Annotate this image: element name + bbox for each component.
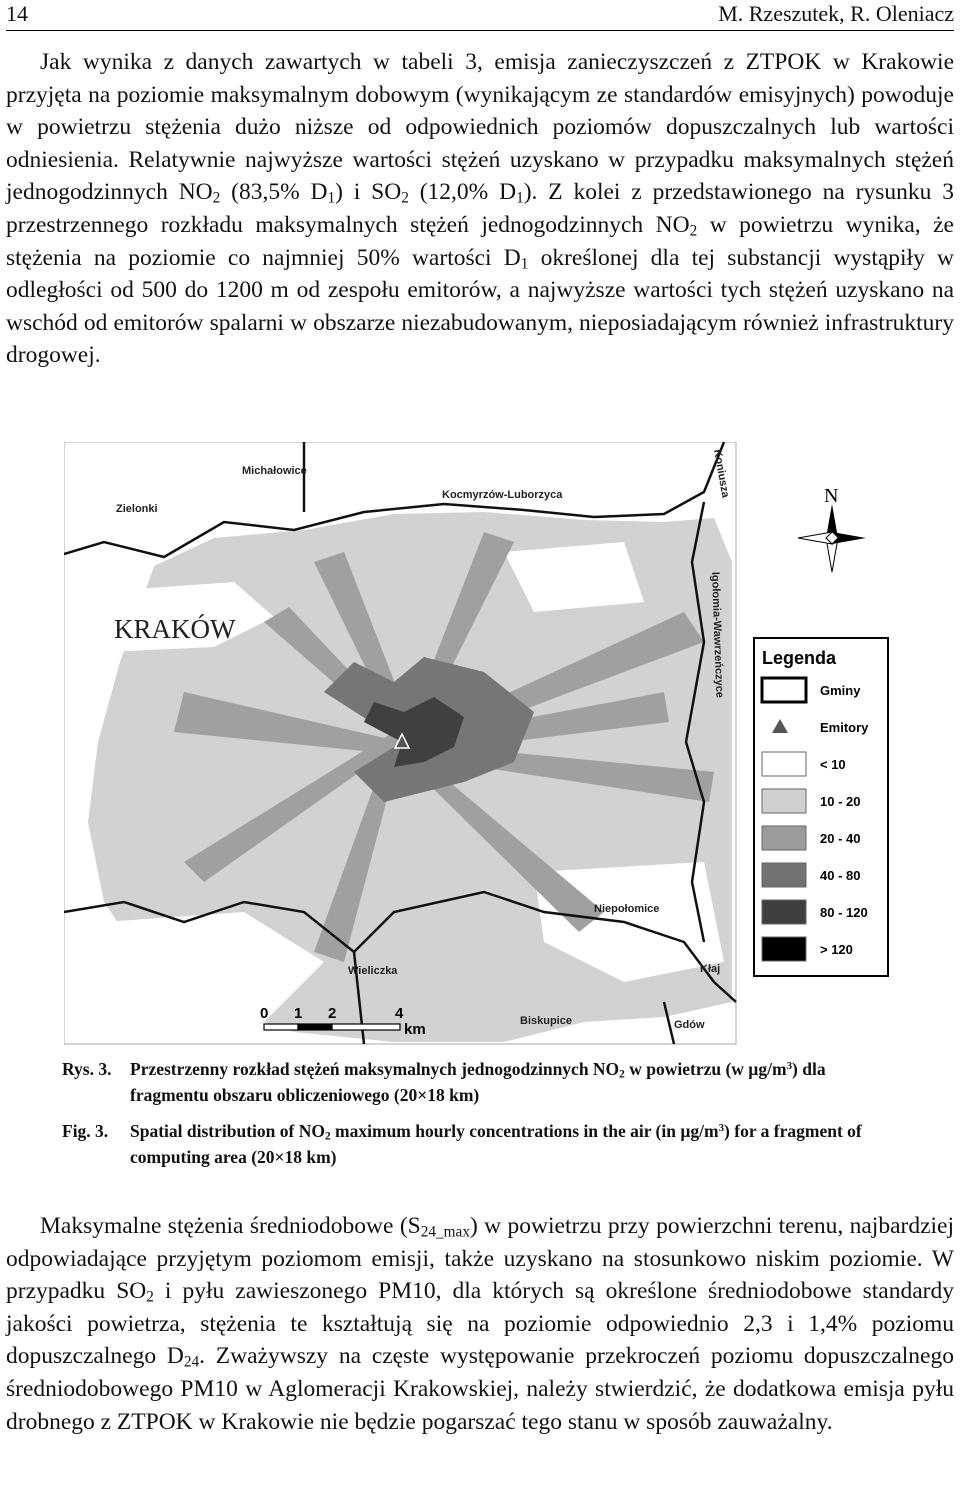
figure-map [64,442,894,1046]
page-header [6,0,954,31]
legend-swatch [762,937,806,961]
legend-label: 20 - 40 [820,831,861,846]
legend-label: 10 - 20 [820,794,861,809]
legend-label: Gminy [820,683,861,698]
north-arrow-icon [798,485,866,572]
legend-label: 80 - 120 [820,905,868,920]
caption-pl-text: Przestrzenny rozkład stężeń maksymalnych jednogodzinnych $NO_2$ w powietrzu (w $\mu g/m^3$) dla fragmentu obszaru obliczeniowego (20×18 km) [130,1059,826,1105]
label-klaj: Kłaj [700,963,721,975]
legend-swatch [762,863,806,887]
paragraph-1: Jak wynika z danych zawartych w tabeli 3, emisja zanieczyszczeń z ZTPOK w Krakowie przyjęta na poziomie maksymalnym dobowym (wynikającym ze standardów emisyjnych) powoduje w powietrzu stężenia dużo niższe od odpowiednich poziomów dopuszczalnych lub wartości odniesienia. Relatywnie najwyższe wartości stężeń uzyskano w przypadku maksymalnych stężeń jednogodzinnych $NO_2$ (83,5% $D_1$) i $SO_2$ (12,0% $D_1$). Z kolei z przedstawionego na rysunku 3 przestrzennego rozkładu maksymalnych stężeń jednogodzinnych $NO_2$ w powietrzu wynika, że stężenia na poziomie co najmniej 50% wartości $D_1$ określonej dla tej substancji wystąpiły w odległości od 500 do 1200 m od zespołu emitorów, a najwyższe wartości tych stężeń uzyskano na wschód od emitorów spalarni w obszarze niezabudowanym, nieposiadającym również infrastruktury drogowej. [6,49,954,369]
legend-swatch [762,678,806,702]
caption-pl-label: Rys. 3. [62,1059,112,1079]
label-zielonki: Zielonki [116,503,158,515]
caption-en-label: Fig. 3. [62,1121,109,1141]
scale-2: 2 [328,1005,337,1022]
legend-label: Emitory [820,720,869,735]
label-michalowice: Michałowice [242,465,307,477]
label-niepolomice: Niepołomice [594,903,660,915]
legend-swatch [762,752,806,776]
legend-label: 40 - 80 [820,868,861,883]
concentration-map [64,442,894,1046]
map-legend [754,638,888,976]
scale-unit: km [404,1021,426,1038]
legend-label: > 120 [820,942,853,957]
label-koniusza: Koniusza [711,448,732,499]
legend-label: < 10 [820,757,846,772]
label-wieliczka: Wieliczka [348,965,398,977]
label-krakow: KRAKÓW [114,614,236,644]
caption-en-text: Spatial distribution of $NO_2$ maximum hourly concentrations in the air (in $\mu g/m^3$) for a fragment of computing area (20×18 km) [130,1121,862,1167]
label-igolomia: Igołomia-Wawrzeńczyce [709,571,726,699]
legend-swatch [762,789,806,813]
paragraph-2: Maksymalne stężenia średniodobowe $(S_{24\_max})$ w powietrzu przy powierzchni terenu, najbardziej odpowiadające przyjętym poziomom emisji, także uzyskano na stosunkowo niskim poziomie. W przypadku $SO_2$ i pyłu zawieszonego PM10, dla których są określone średniodobowe standardy jakości powietrza, stężenia te kształtują się na poziomie odpowiednio 2,3 i 1,4% poziomu dopuszczalnego $D_{24}$. Zważywszy na częste występowanie przekroczeń poziomu dopuszczalnego średniodobowego PM10 w Aglomeracji Krakowskiej, należy stwierdzić, że dodatkowa emisja pyłu drobnego z ZTPOK w Krakowie nie będzie pogarszać tego stanu w sposób zauważalny. [6,1213,955,1435]
label-kocmyrzow: Kocmyrzów-Luborzyca [442,489,563,501]
legend-swatch [762,826,806,850]
label-gdow: Gdów [674,1019,705,1031]
legend-swatch [762,900,806,924]
scale-0: 0 [260,1005,269,1022]
running-authors: M. Rzeszutek, R. Oleniacz [718,1,954,26]
page-number: 14 [6,1,28,26]
north-label: N [824,485,839,507]
label-biskupice: Biskupice [520,1015,572,1027]
legend-title: Legenda [762,648,837,668]
scale-1: 1 [294,1005,303,1022]
scale-4: 4 [395,1005,404,1022]
